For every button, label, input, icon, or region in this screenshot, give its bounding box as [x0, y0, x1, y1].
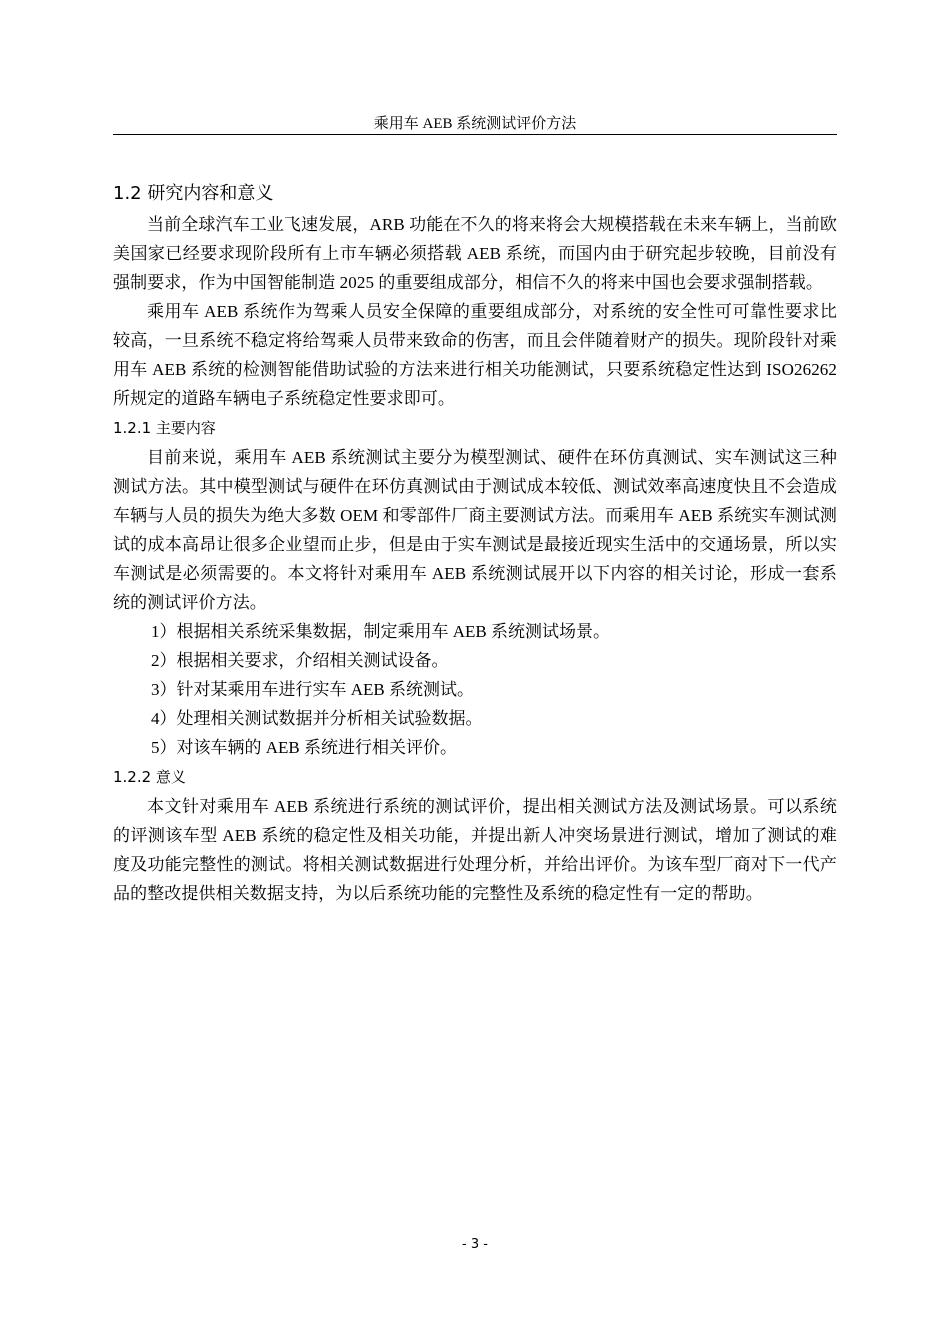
list-item: 5）对该车辆的 AEB 系统进行相关评价。 [151, 738, 457, 757]
section-heading-1-2: 1.2 研究内容和意义 [113, 183, 274, 204]
running-header: 乘用车 AEB 系统测试评价方法 [373, 116, 577, 132]
list-item: 3）针对某乘用车进行实车 AEB 系统测试。 [151, 680, 474, 699]
list-item: 2）根据相关要求，介绍相关测试设备。 [151, 651, 449, 670]
list-item: 4）处理相关测试数据并分析相关试验数据。 [151, 709, 483, 728]
list-item: 1）根据相关系统采集数据，制定乘用车 AEB 系统测试场景。 [151, 622, 610, 641]
section-heading-1-2-2: 1.2.2 意义 [113, 768, 186, 786]
paragraph: 乘用车 AEB 系统作为驾乘人员安全保障的重要组成部分，对系统的安全性可可靠性要求比较高，一旦系统不稳定将给驾乘人员带来致命的伤害，而且会伴随着财产的损失。现阶段针对乘用车 AEB 系统的检测智能借助试验的方法来进行相关功能测试，只要系统稳定性达到 ISO26262 所规定的道路车辆电子系统稳定性要求即可。 [113, 302, 837, 408]
page-number: - 3 - [462, 1237, 488, 1252]
section-heading-1-2-1: 1.2.1 主要内容 [113, 419, 216, 437]
paragraph: 目前来说，乘用车 AEB 系统测试主要分为模型测试、硬件在环仿真测试、实车测试这三种测试方法。其中模型测试与硬件在环仿真测试由于测试成本较低、测试效率高速度快且不会造成车辆与人员的损失为绝大多数 OEM 和零部件厂商主要测试方法。而乘用车 AEB 系统实车测试测试的成本高昂让很多企业望而止步，但是由于实车测试是最接近现实生活中的交通场景，所以实车测试是必须需要的。本文将针对乘用车 AEB 系统测试展开以下内容的相关讨论，形成一套系统的测试评价方法。 [113, 448, 837, 612]
paragraph: 本文针对乘用车 AEB 系统进行系统的测试评价，提出相关测试方法及测试场景。可以系统的评测该车型 AEB 系统的稳定性及相关功能，并提出新人冲突场景进行测试，增加了测试的难度及功能完整性的测试。将相关测试数据进行处理分析，并给出评价。为该车型厂商对下一代产品的整改提供相关数据支持，为以后系统功能的完整性及系统的稳定性有一定的帮助。 [113, 797, 837, 903]
header-rule [113, 134, 837, 135]
document-body [113, 182, 837, 908]
paragraph: 当前全球汽车工业飞速发展，ARB 功能在不久的将来将会大规模搭载在未来车辆上，当前欧美国家已经要求现阶段所有上市车辆必须搭载 AEB 系统，而国内由于研究起步较晚，目前没有强制要求，作为中国智能制造 2025 的重要组成部分，相信不久的将来中国也会要求强制搭载。 [113, 215, 837, 292]
